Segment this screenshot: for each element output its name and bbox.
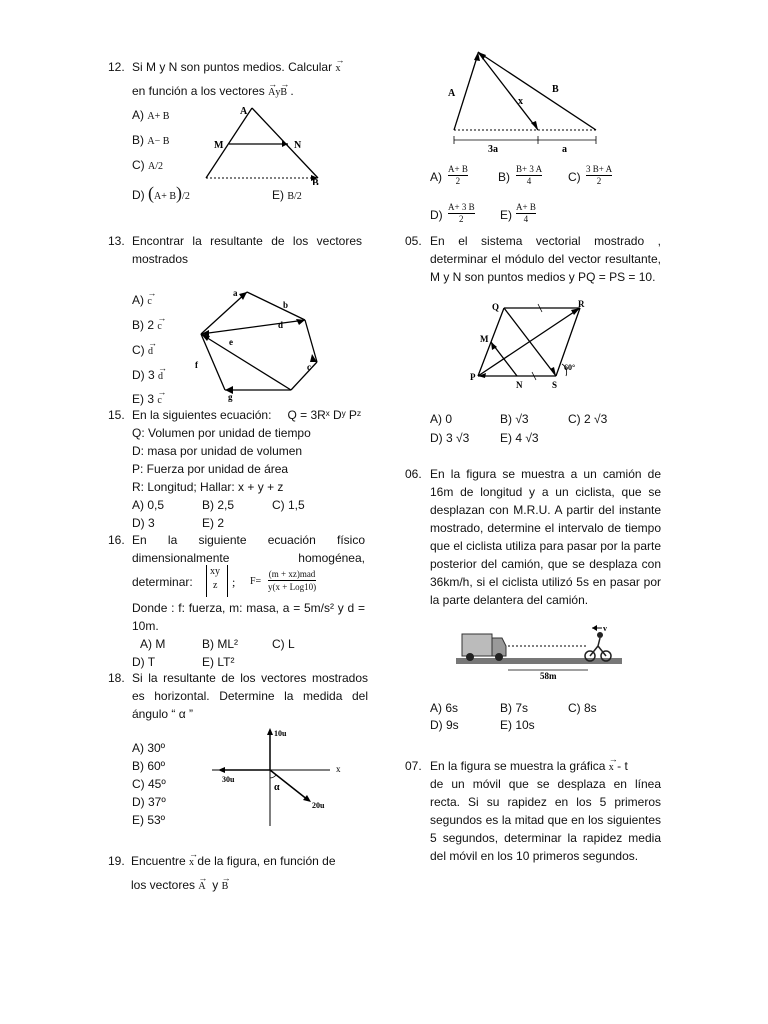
label-f: f bbox=[195, 360, 198, 370]
fraction-denominator: y(x + Log10) bbox=[268, 582, 317, 592]
label-a: A bbox=[448, 88, 456, 99]
option-a: A) M bbox=[140, 637, 166, 651]
label-10u: 10u bbox=[274, 729, 287, 738]
triangle-figure bbox=[200, 100, 330, 185]
option-d: D) T bbox=[132, 655, 156, 669]
question-text-line1: Si M y N son puntos medios. Calcular → x bbox=[132, 58, 340, 78]
label-20u: 20u bbox=[312, 801, 325, 810]
option-a: A) 0,5 bbox=[132, 498, 165, 512]
option-d: D) 37º bbox=[132, 795, 166, 809]
option-d: D) 3 → d bbox=[132, 366, 163, 386]
question-04-options bbox=[430, 160, 630, 230]
option-b: B) bbox=[498, 170, 510, 184]
formula-fraction bbox=[268, 568, 316, 593]
option-a: A) 6s bbox=[430, 701, 459, 715]
question-text-line1: En la siguiente ecuación físico dimensionalmente homogénea, bbox=[132, 533, 365, 565]
question-number: 07. bbox=[405, 759, 422, 773]
label-e: e bbox=[229, 337, 233, 347]
question-15 bbox=[108, 406, 368, 532]
axes-vectors-figure bbox=[210, 724, 350, 830]
label-r: R bbox=[578, 299, 585, 309]
definition-p: P: Fuerza por unidad de área bbox=[132, 462, 289, 476]
option-d: D) (A+ B)/2 bbox=[132, 183, 190, 203]
f-equals: F= bbox=[250, 576, 262, 587]
option-e: E) 2 bbox=[202, 516, 225, 530]
option-d: D) bbox=[430, 208, 443, 222]
label-a: A bbox=[240, 106, 248, 117]
label-30u: 30u bbox=[222, 775, 235, 784]
pentagon-figure bbox=[195, 284, 325, 402]
option-d: D) 3 √3 bbox=[430, 431, 470, 445]
label-m: M bbox=[480, 334, 489, 344]
question-text: Si la resultante de los vectores mostrados es horizontal. Determine la medida del ángulo “ α ” bbox=[132, 671, 368, 721]
vector-b-symbol: → B bbox=[280, 84, 287, 102]
option-c: C) A/2 bbox=[132, 158, 164, 172]
label-b: b bbox=[283, 300, 289, 310]
parallelogram-figure bbox=[468, 298, 598, 390]
label-alpha: α bbox=[274, 782, 280, 793]
option-b: B) 2 → c bbox=[132, 316, 162, 336]
label-g: g bbox=[228, 392, 233, 402]
label-n: N bbox=[294, 140, 302, 151]
question-number: 05. bbox=[405, 234, 422, 248]
option-c: C) 1,5 bbox=[272, 498, 305, 512]
option-c: C) bbox=[568, 170, 581, 184]
option-b: B) √3 bbox=[500, 412, 529, 426]
option-d: D) 3 bbox=[132, 516, 155, 530]
question-text-line1: En la siguientes ecuación: Q = 3Rˣ Dʸ Pᶻ bbox=[132, 408, 362, 422]
question-06-options bbox=[430, 699, 630, 735]
question-05-options bbox=[430, 410, 630, 446]
question-06 bbox=[405, 465, 661, 627]
option-e: E) 10s bbox=[500, 718, 535, 732]
question-text-line1: Encuentre → x de la figura, en función de bbox=[131, 852, 336, 872]
option-c-fraction: 3 B+ A 2 bbox=[586, 164, 613, 186]
question-text-line2: en función a los vectores → Ay→ B . bbox=[132, 82, 294, 102]
question-text-line3: Donde : f: fuerza, m: masa, a = 5m/s² y d = 10m. bbox=[132, 601, 365, 633]
option-e: E) LT² bbox=[202, 655, 235, 669]
question-number: 06. bbox=[405, 467, 422, 481]
question-number: 16. bbox=[108, 533, 125, 547]
question-text-line2: los vectores → A y → B bbox=[131, 876, 228, 896]
question-text: En la figura se muestra a un camión de 16m de longitud y a un ciclista, que se desplazan con M.R.U. A partir del instante mostrado, determine el intervalo de tiempo que el ciclista utiliza para pasar por la parte posterior del camión, que se desplaza con 36km/h, si el ciclista utilizó 5s en pasar por la parte delantera del camión. bbox=[430, 467, 661, 607]
vector-x-symbol: → x bbox=[609, 759, 614, 777]
option-b: B) 2,5 bbox=[202, 498, 235, 512]
label-s: S bbox=[552, 380, 558, 390]
question-number: 13. bbox=[108, 234, 125, 248]
label-x: x bbox=[518, 96, 523, 107]
question-text: Encontrar la resultante de los vectores mostrados bbox=[132, 234, 362, 266]
question-19 bbox=[108, 852, 368, 896]
question-07 bbox=[405, 757, 661, 883]
option-b: B) 60º bbox=[132, 759, 166, 773]
question-number: 18. bbox=[108, 671, 125, 685]
question-text: de un móvil que se desplaza en línea recta. Si su rapidez en los 5 primeros segundos es la mitad que en los siguientes 5 segundos, determinar la rapidez media del móvil en los 10 primeros segundos. bbox=[430, 777, 661, 863]
option-b: B) ML² bbox=[202, 637, 238, 651]
option-a: A) 30º bbox=[132, 741, 166, 755]
definition-q: Q: Volumen por unidad de tiempo bbox=[132, 426, 311, 440]
label-q: Q bbox=[492, 302, 500, 312]
label-m: M bbox=[214, 140, 224, 151]
label-p: P bbox=[470, 372, 476, 382]
option-e: E) 3 → c bbox=[132, 390, 162, 410]
option-a-fraction: A+ B 2 bbox=[448, 164, 468, 186]
vector-a-symbol: → A bbox=[268, 84, 275, 102]
label-a: a bbox=[233, 288, 238, 298]
definition-r: R: Longitud; Hallar: x + y + z bbox=[132, 480, 284, 494]
label-n: N bbox=[516, 380, 523, 390]
option-b: B) 7s bbox=[500, 701, 529, 715]
option-d: D) 9s bbox=[430, 718, 459, 732]
vector-x-symbol: → x bbox=[189, 854, 194, 872]
label-3a: 3a bbox=[488, 144, 498, 154]
label-c: c bbox=[307, 362, 311, 372]
option-a: A) 0 bbox=[430, 412, 453, 426]
question-text-line1: En la figura se muestra la gráfica → x - t bbox=[430, 757, 628, 777]
label-d: d bbox=[278, 320, 284, 330]
truck-cyclist-figure bbox=[456, 624, 626, 682]
option-e-fraction: A+ B 4 bbox=[516, 202, 536, 224]
option-e: E) B/2 bbox=[272, 188, 302, 202]
label-b: B bbox=[312, 178, 319, 185]
option-c: C) → d bbox=[132, 341, 153, 361]
matrix-top: xy bbox=[210, 566, 220, 577]
option-a: A) → c bbox=[132, 291, 152, 311]
definition-d: D: masa por unidad de volumen bbox=[132, 444, 303, 458]
separator: ; bbox=[232, 575, 236, 589]
question-16 bbox=[108, 531, 366, 671]
conjunction: y bbox=[275, 87, 281, 98]
option-e: E) 4 √3 bbox=[500, 431, 539, 445]
label-v: v bbox=[603, 624, 607, 633]
option-c: C) 45º bbox=[132, 777, 166, 791]
option-b: B) A− B bbox=[132, 133, 170, 147]
question-number: 12. bbox=[108, 60, 125, 74]
question-number: 15. bbox=[108, 408, 125, 422]
vector-triangle-figure bbox=[440, 46, 610, 154]
determinar-label: determinar: bbox=[132, 575, 193, 589]
question-text: En el sistema vectorial mostrado , determinar el módulo del vector resultante, M y N son puntos medios y PQ = PS = 10. bbox=[430, 234, 661, 284]
label-58m: 58m bbox=[540, 671, 557, 681]
option-a: A) bbox=[430, 170, 442, 184]
matrix-bottom: z bbox=[213, 580, 218, 591]
label-b: B bbox=[552, 84, 559, 95]
vector-b-symbol: → B bbox=[222, 878, 229, 896]
label-60deg: 60° bbox=[564, 363, 576, 372]
vector-a-symbol: → A bbox=[198, 878, 205, 896]
option-c: C) 8s bbox=[568, 701, 597, 715]
vector-x-symbol: → x bbox=[335, 60, 340, 78]
label-a-small: a bbox=[562, 144, 567, 154]
matrix-bracket bbox=[206, 565, 228, 597]
option-c: C) L bbox=[272, 637, 295, 651]
question-05 bbox=[405, 232, 661, 304]
option-e: E) bbox=[500, 208, 512, 222]
option-e: E) 53º bbox=[132, 813, 166, 827]
option-b-fraction: B+ 3 A 4 bbox=[516, 164, 543, 186]
option-a: A) A+ B bbox=[132, 108, 170, 122]
fraction-numerator: (m + xz)mad bbox=[268, 569, 316, 579]
label-x: x bbox=[336, 764, 341, 774]
option-c: C) 2 √3 bbox=[568, 412, 608, 426]
option-d-fraction: A+ 3 B 2 bbox=[448, 202, 475, 224]
question-number: 19. bbox=[108, 854, 125, 868]
